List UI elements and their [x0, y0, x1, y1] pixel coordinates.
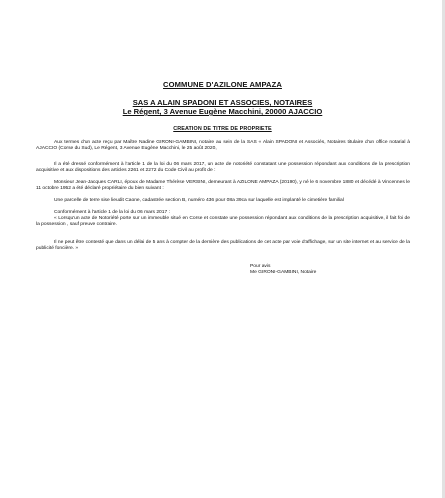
paragraph-text: « Lorsqu'un acte de Notoriété porte sur un immeuble situé en Corse et constate une possession répondant aux conditions de la prescription acquisitive, il fait foi de la possession , sauf preuve contraire.	[36, 216, 410, 228]
paragraph-text: Il ne peut être contesté que dans un délai de 5 ans à compter de la dernière des publications de cet acte par voie d'affichage, sur un site internet et au service de la publicité foncière. »	[36, 240, 410, 252]
notary-firm-name: SAS A ALAIN SPADONI ET ASSOCIES, NOTAIRES	[132, 98, 313, 107]
signature-line-pour-avis: Pour avis	[250, 264, 271, 269]
paragraph-text: Une parcelle de terre sise lieudit Caone, cadastrée section B, numéro 436 pour 08a 39ca sur laquelle est implanté le cimetière familial	[54, 198, 344, 203]
paragraph-quote-possession	[36, 216, 410, 228]
paragraph-quote-contest	[36, 240, 410, 252]
paragraph-parcel	[36, 198, 410, 204]
paragraph-deed-reference	[36, 140, 410, 152]
notice-subject: CREATION DE TITRE DE PROPRIETE	[173, 126, 272, 132]
paragraph-text: Il a été dressé conformément à l'article 1 de la loi du 06 mars 2017, un acte de notoriété constatant une possession répondant aux conditions de la prescription acquisitive et aux dispositions des articles 2261 et 2272 du Code Civil au profit de :	[36, 162, 410, 174]
paragraph-text: Monsieur Jean-Jacques CARLI, époux de Madame Thérèse VERSINI, demeurant à AZILONE AMPAZA (20190), y né le 6 novembre 1880 et décédé à Vincennes le 11 octobre 1952 a été déclaré propriétaire du bien suivant :	[36, 180, 410, 192]
paragraph-text: Conformément à l'article 1 de la loi du 06 mars 2017 :	[54, 210, 170, 215]
commune-heading: COMMUNE D'AZILONE AMPAZA	[163, 80, 282, 89]
signature-line-notary: Me GIRONI-GAMBINI, Notaire	[250, 270, 317, 276]
signature-block	[250, 264, 316, 276]
paragraph-text: Aux termes d'un acte reçu par Maître Nadine GIRONI-GAMBINI, notaire au sein de la SAS « Alain SPADONI et Associés, Notaires titulaire d'un office notarial à AJACCIO (Corse du Sud), Le Régent, 3 Avenue Eugène Macchini, le 25 août 2020,	[36, 140, 410, 152]
paragraph-beneficiary	[36, 180, 410, 192]
paragraph-notoriety-act	[36, 162, 410, 174]
notary-firm-address: Le Régent, 3 Avenue Eugène Macchini, 20000 AJACCIO	[122, 107, 323, 116]
